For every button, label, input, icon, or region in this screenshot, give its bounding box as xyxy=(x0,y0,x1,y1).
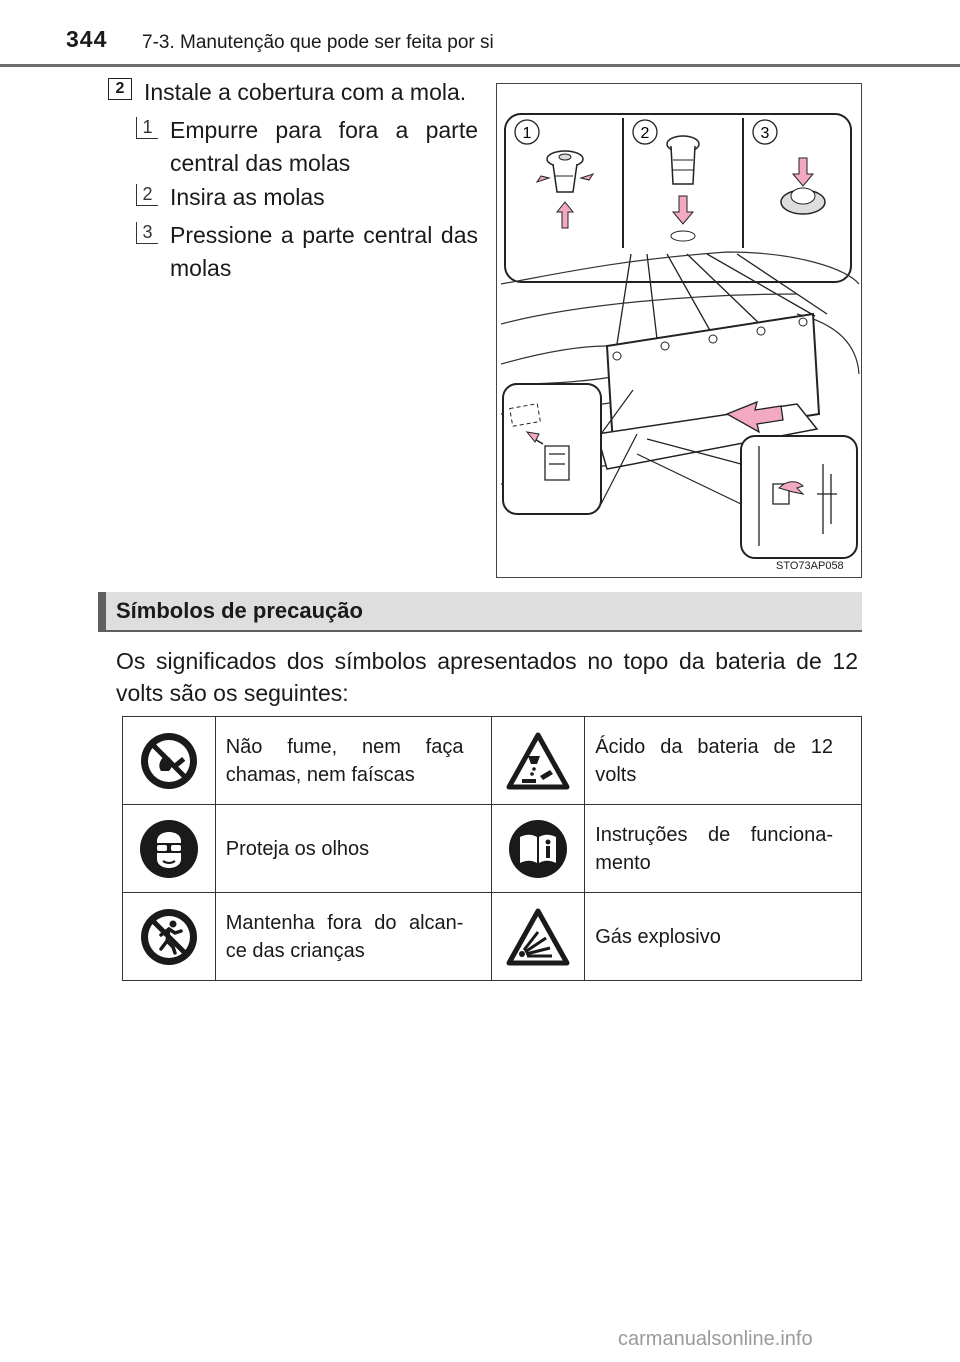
symbol-description: Não fume, nem faça chamas, nem faíscas xyxy=(215,717,492,805)
battery-acid-warning-icon xyxy=(506,732,570,790)
table-row xyxy=(123,805,862,893)
symbol-icon-cell xyxy=(123,717,216,805)
illustration-code: STO73AP058 xyxy=(776,560,844,572)
operating-instructions-icon xyxy=(508,819,568,879)
substep-text: Insira as molas xyxy=(170,184,325,210)
substep-text: Empurre para fora a parte central das molas xyxy=(170,117,478,176)
callout-2-label: 2 xyxy=(640,125,650,142)
symbol-icon-cell xyxy=(492,805,585,893)
precaution-symbols-table xyxy=(122,716,862,981)
section-title: Símbolos de precaução xyxy=(116,598,363,623)
header-divider xyxy=(0,64,960,67)
symbol-description: Gás explosivo xyxy=(585,893,862,981)
keep-away-from-children-icon xyxy=(139,907,199,967)
table-row xyxy=(123,717,862,805)
cover-installation-illustration xyxy=(496,83,862,578)
symbol-description: Instruções de funciona- mento xyxy=(585,805,862,893)
step-title: Instale a cobertura com a mola. xyxy=(144,79,467,105)
substep-number: 1 xyxy=(136,117,158,139)
symbol-description: Ácido da bateria de 12 volts xyxy=(585,717,862,805)
symbol-icon-cell xyxy=(123,893,216,981)
page-number: 344 xyxy=(66,26,108,52)
step-number-badge: 2 xyxy=(108,78,132,100)
footer-watermark: carmanualsonline.info xyxy=(618,1328,813,1350)
section-intro: Os significados dos símbolos apresentados no topo da bateria de 12 volts são os seguintes: xyxy=(116,648,858,706)
explosive-gas-warning-icon xyxy=(506,908,570,966)
no-smoking-no-flames-icon xyxy=(139,731,199,791)
symbol-icon-cell xyxy=(492,717,585,805)
substep-text: Pressione a parte central das molas xyxy=(170,222,478,281)
symbol-description: Proteja os olhos xyxy=(215,805,492,893)
substep-number: 2 xyxy=(136,184,158,206)
callout-1-label: 1 xyxy=(522,125,532,142)
symbol-icon-cell xyxy=(123,805,216,893)
table-row xyxy=(123,893,862,981)
eye-protection-icon xyxy=(139,819,199,879)
symbol-description: Mantenha fora do alcan- ce das crianças xyxy=(215,893,492,981)
chapter-title: 7-3. Manutenção que pode ser feita por si xyxy=(142,32,494,53)
illustration-drawing xyxy=(497,84,861,577)
substep-number: 3 xyxy=(136,222,158,244)
symbol-icon-cell xyxy=(492,893,585,981)
callout-3-label: 3 xyxy=(760,125,770,142)
